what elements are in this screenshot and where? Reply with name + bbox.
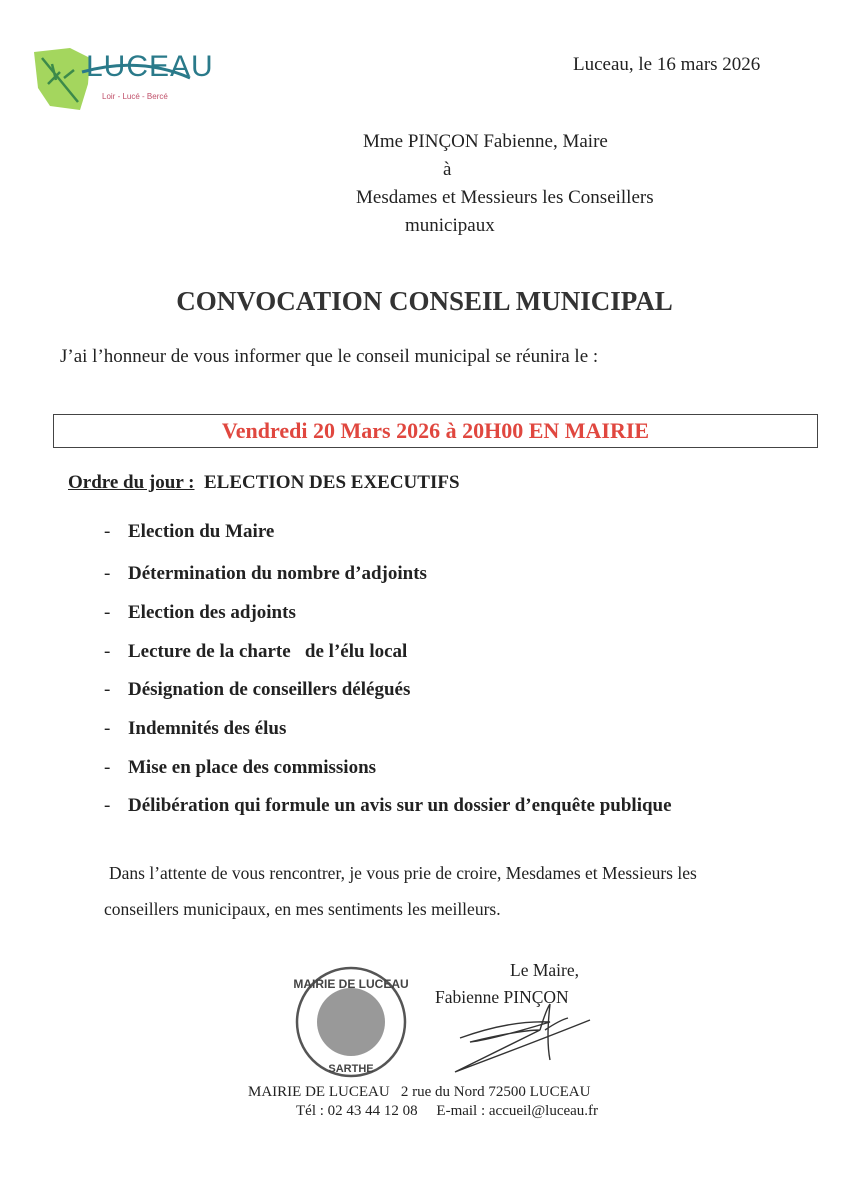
- official-stamp: [293, 966, 409, 1083]
- agenda-item: - Mise en place des commissions: [104, 757, 377, 778]
- svg-text:MAIRIE DE LUCEAU: MAIRIE DE LUCEAU: [293, 977, 409, 991]
- signature-name: Fabienne PINÇON: [435, 987, 569, 1007]
- closing-line-2: conseillers municipaux, en mes sentiments les meilleurs.: [104, 899, 501, 919]
- logo-tagline: Loir - Lucé - Bercé: [102, 92, 168, 101]
- agenda-item: - Délibération qui formule un avis sur un dossier d’enquête publique: [104, 795, 672, 816]
- agenda-item: - Détermination du nombre d’adjoints: [104, 563, 427, 584]
- recipient-line: Mesdames et Messieurs les Conseillers: [356, 187, 654, 208]
- agenda-label: Ordre du jour :: [68, 472, 195, 493]
- agenda-subject: ELECTION DES EXECUTIFS: [204, 472, 460, 493]
- footer-address: MAIRIE DE LUCEAU 2 rue du Nord 72500 LUCEAU: [248, 1084, 591, 1100]
- agenda-item: - Désignation de conseillers délégués: [104, 679, 411, 700]
- sender-to: à: [443, 159, 452, 180]
- agenda-heading: [68, 472, 460, 494]
- footer-contact: Tél : 02 43 44 12 08 E-mail : accueil@luceau.fr: [296, 1103, 599, 1119]
- agenda-item: - Election du Maire: [104, 521, 275, 542]
- agenda-item: - Election des adjoints: [104, 602, 296, 623]
- svg-text:SARTHE: SARTHE: [328, 1063, 374, 1075]
- sender-line: Mme PINÇON Fabienne, Maire: [363, 131, 608, 152]
- letter-date: Luceau, le 16 mars 2026: [573, 54, 761, 75]
- signature-scribble: [450, 1000, 600, 1085]
- meeting-box: [53, 414, 818, 448]
- signature-role: Le Maire,: [510, 960, 579, 980]
- document-title: CONVOCATION CONSEIL MUNICIPAL: [176, 286, 673, 316]
- recipient-line-2: municipaux: [405, 215, 495, 236]
- intro-text: J’ai l’honneur de vous informer que le conseil municipal se réunira le :: [60, 346, 599, 367]
- luceau-logo: [30, 44, 220, 112]
- agenda-item: - Lecture de la charte de l’élu local: [104, 641, 408, 662]
- meeting-date: Vendredi 20 Mars 2026 à 20H00 EN MAIRIE: [221, 418, 650, 443]
- agenda-item: - Indemnités des élus: [104, 718, 287, 739]
- logo-name: LUCEAU: [86, 50, 214, 83]
- closing-line-1: Dans l’attente de vous rencontrer, je vous prie de croire, Mesdames et Messieurs les: [109, 863, 697, 883]
